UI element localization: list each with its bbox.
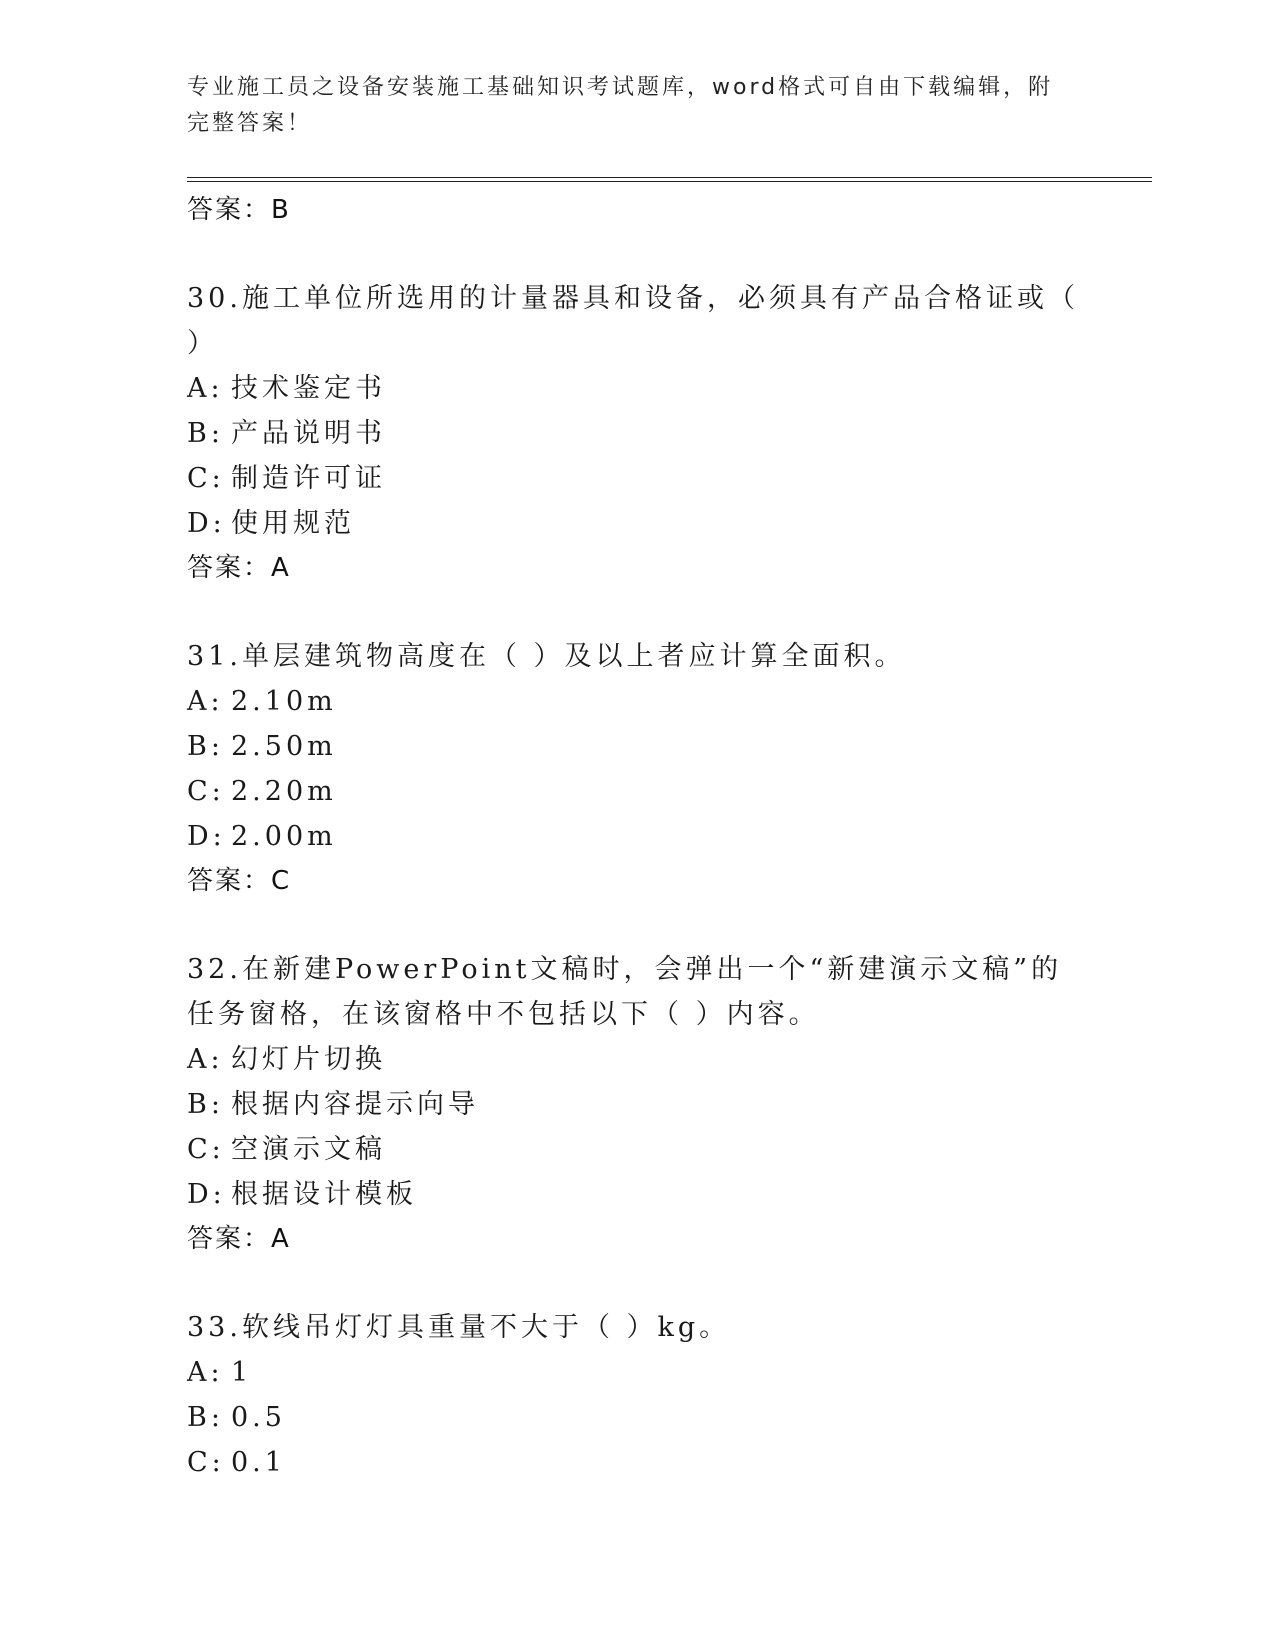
option-letter: D:	[187, 821, 226, 852]
option-letter: B:	[187, 418, 224, 449]
answer-line: 答案：B	[187, 195, 291, 225]
document-header: 专业施工员之设备安装施工基础知识考试题库，word格式可自由下载编辑，附完整答案！	[187, 75, 1054, 136]
option-text: 0.5	[231, 1402, 286, 1433]
option-a	[187, 679, 1087, 724]
option-text: 制造许可证	[231, 463, 386, 494]
question-text: 31.单层建筑物高度在（ ）及以上者应计算全面积。	[187, 641, 906, 672]
answer-line: 答案：A	[187, 553, 291, 583]
option-b	[187, 1082, 1087, 1127]
option-letter: C:	[187, 463, 225, 494]
question-text: 33.软线吊灯灯具重量不大于（ ）kg。	[187, 1312, 731, 1343]
option-text: 使用规范	[231, 508, 355, 539]
option-text: 根据内容提示向导	[231, 1089, 479, 1120]
option-letter: D:	[187, 508, 226, 539]
option-letter: B:	[187, 1089, 224, 1120]
option-a	[187, 366, 1087, 411]
option-letter: A:	[187, 373, 224, 404]
option-letter: C:	[187, 776, 225, 807]
option-d	[187, 501, 1087, 546]
option-text: 1	[231, 1357, 253, 1388]
option-letter: B:	[187, 731, 224, 762]
option-b	[187, 411, 1087, 456]
option-text: 产品说明书	[231, 418, 386, 449]
answer-line: 答案：A	[187, 1224, 291, 1254]
option-text: 0.1	[231, 1447, 286, 1478]
header-divider-bottom	[187, 181, 1152, 182]
option-text: 2.50m	[231, 731, 337, 762]
option-text: 幻灯片切换	[231, 1044, 386, 1075]
option-letter: A:	[187, 686, 224, 717]
option-letter: A:	[187, 1044, 224, 1075]
option-b	[187, 1395, 1087, 1440]
option-c	[187, 456, 1087, 501]
option-text: 2.10m	[231, 686, 337, 717]
question-33	[187, 1305, 1087, 1485]
option-c	[187, 1440, 1087, 1485]
option-letter: A:	[187, 1357, 224, 1388]
question-list	[187, 188, 1087, 1485]
option-d	[187, 1172, 1087, 1217]
option-text: 2.20m	[231, 776, 337, 807]
option-text: 空演示文稿	[231, 1134, 386, 1165]
option-text: 根据设计模板	[231, 1179, 417, 1210]
question-31	[187, 634, 1087, 904]
option-d	[187, 814, 1087, 859]
option-letter: C:	[187, 1134, 225, 1165]
question-30	[187, 276, 1087, 591]
option-text: 2.00m	[231, 821, 337, 852]
option-letter: D:	[187, 1179, 226, 1210]
question-32	[187, 947, 1087, 1262]
answer-line: 答案：C	[187, 866, 292, 896]
option-a	[187, 1350, 1087, 1395]
option-text: 技术鉴定书	[231, 373, 386, 404]
option-b	[187, 724, 1087, 769]
question-text: 32.在新建PowerPoint文稿时，会弹出一个“新建演示文稿”的任务窗格，在该窗格中不包括以下（ ）内容。	[187, 954, 1063, 1030]
option-a	[187, 1037, 1087, 1082]
question-text: 30.施工单位所选用的计量器具和设备，必须具有产品合格证或（ ）	[187, 283, 1079, 359]
option-letter: B:	[187, 1402, 224, 1433]
option-c	[187, 769, 1087, 814]
option-letter: C:	[187, 1447, 225, 1478]
option-c	[187, 1127, 1087, 1172]
header-divider-top	[187, 177, 1152, 178]
